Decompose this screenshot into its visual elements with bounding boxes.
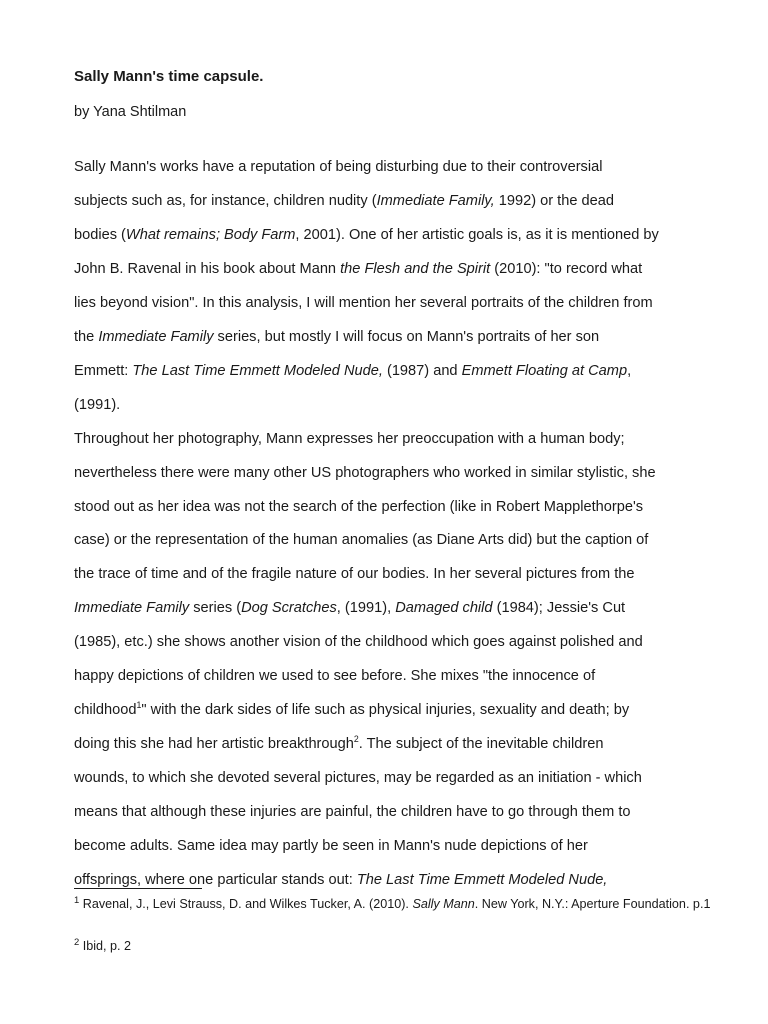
text-run: Sally Mann's works have a reputation of being disturbing due to their controversial bbox=[74, 159, 603, 175]
italic-title: the Flesh and the Spirit bbox=[340, 260, 491, 277]
italic-title: What remains; Body Farm bbox=[125, 226, 296, 243]
italic-title: Immediate Family, bbox=[376, 192, 495, 209]
footnote-divider bbox=[74, 888, 202, 889]
text-line bbox=[74, 864, 699, 898]
footnote-1 bbox=[74, 896, 714, 913]
text-run: become adults. Same idea may partly be seen in Mann's nude depictions of her bbox=[74, 838, 588, 855]
text-run: (1987) and bbox=[382, 362, 462, 379]
text-run: offsprings, where one particular stands out: bbox=[74, 872, 357, 889]
text-run: Ibid, p. 2 bbox=[79, 939, 132, 953]
footnote-2 bbox=[74, 938, 131, 955]
footnote-marker: 2 bbox=[74, 936, 80, 948]
footnote-marker: 2 bbox=[353, 734, 359, 745]
text-line bbox=[74, 694, 699, 728]
page-title: Sally Mann's time capsule. bbox=[74, 68, 264, 85]
text-line bbox=[74, 558, 699, 592]
italic-title: Sally Mann bbox=[412, 897, 475, 911]
text-run: series, but mostly I will focus on Mann's portraits of her son bbox=[213, 328, 600, 345]
italic-title: Emmett Floating at Camp bbox=[461, 362, 628, 379]
text-line bbox=[74, 626, 699, 660]
italic-title: Damaged child bbox=[395, 600, 493, 617]
text-line bbox=[74, 796, 699, 830]
text-line bbox=[74, 287, 699, 321]
footnote-marker: 1 bbox=[136, 700, 142, 711]
text-run: nevertheless there were many other US photographers who worked in similar stylistic, she bbox=[74, 464, 656, 481]
text-run: lies beyond vision". In this analysis, I will mention her several portraits of the children from bbox=[74, 294, 653, 311]
text-run: doing this she had her artistic breakthrough bbox=[74, 736, 354, 753]
text-run: , (1991), bbox=[336, 600, 396, 617]
text-line bbox=[74, 389, 699, 423]
text-line bbox=[74, 355, 699, 389]
text-line bbox=[74, 660, 699, 694]
text-run: subjects such as, for instance, children nudity ( bbox=[74, 192, 377, 209]
italic-title: Immediate Family bbox=[74, 600, 190, 617]
text-line bbox=[74, 457, 699, 491]
text-run: (1991). bbox=[74, 396, 121, 413]
text-run: stood out as her idea was not the search of the perfection (like in Robert Mapplethorpe's bbox=[74, 498, 644, 515]
text-run: (2010): "to record what bbox=[490, 260, 643, 277]
text-run: the trace of time and of the fragile nature of our bodies. In her several pictures from the bbox=[74, 566, 635, 583]
text-run: , 2001). One of her artistic goals is, as it is mentioned by bbox=[295, 226, 659, 243]
text-line bbox=[74, 151, 699, 185]
italic-title: The Last Time Emmett Modeled Nude, bbox=[356, 872, 608, 889]
text-run: the bbox=[74, 328, 99, 345]
text-run: bodies ( bbox=[74, 226, 126, 243]
text-run: Ravenal, J., Levi Strauss, D. and Wilkes Tucker, A. (2010). bbox=[79, 897, 413, 911]
text-line bbox=[74, 253, 699, 287]
text-run: childhood bbox=[74, 702, 137, 719]
text-line bbox=[74, 762, 699, 796]
text-run: (1984); Jessie's Cut bbox=[492, 600, 626, 617]
text-run: . The subject of the inevitable children bbox=[358, 736, 604, 753]
text-run: happy depictions of children we used to see before. She mixes "the innocence of bbox=[74, 668, 596, 685]
author-byline: by Yana Shtilman bbox=[74, 104, 187, 120]
footnote-marker: 1 bbox=[74, 894, 80, 906]
italic-title: Immediate Family bbox=[98, 328, 214, 345]
text-run: (1985), etc.) she shows another vision of the childhood which goes against polished and bbox=[74, 634, 643, 651]
text-run: . New York, N.Y.: Aperture Foundation. p.1 bbox=[474, 897, 711, 911]
text-run: , bbox=[627, 362, 632, 379]
italic-title: The Last Time Emmett Modeled Nude, bbox=[132, 362, 383, 379]
text-run: means that although these injuries are painful, the children have to go through them to bbox=[74, 804, 631, 821]
text-line bbox=[74, 185, 699, 219]
text-line bbox=[74, 219, 699, 253]
text-run: Emmett: bbox=[74, 362, 133, 379]
text-run: wounds, to which she devoted several pictures, may be regarded as an initiation - which bbox=[74, 770, 642, 787]
text-run: John B. Ravenal in his book about Mann bbox=[74, 260, 341, 277]
text-run: " with the dark sides of life such as physical injuries, sexuality and death; by bbox=[141, 702, 630, 719]
text-line bbox=[74, 830, 699, 864]
text-run: case) or the representation of the human anomalies (as Diane Arts did) but the caption of bbox=[74, 532, 649, 549]
italic-title: Dog Scratches bbox=[241, 600, 337, 617]
text-run: Throughout her photography, Mann expresses her preoccupation with a human body; bbox=[74, 430, 625, 447]
text-run: 1992) or the dead bbox=[494, 192, 614, 209]
text-line bbox=[74, 524, 699, 558]
text-line bbox=[74, 728, 699, 762]
text-line bbox=[74, 423, 699, 457]
text-run: series ( bbox=[189, 600, 242, 617]
text-line bbox=[74, 491, 699, 525]
text-line bbox=[74, 321, 699, 355]
text-line bbox=[74, 592, 699, 626]
body-text bbox=[74, 151, 699, 898]
